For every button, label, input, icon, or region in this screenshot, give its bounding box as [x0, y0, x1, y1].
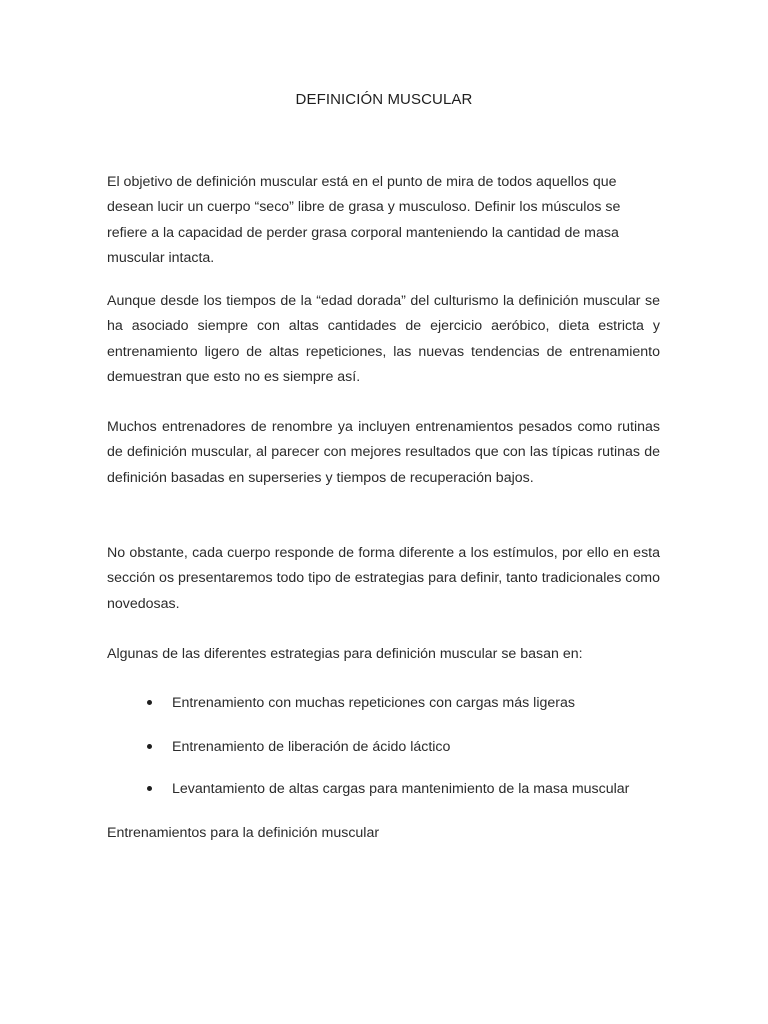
bullet-icon [147, 744, 152, 749]
paragraph-golden-age: Aunque desde los tiempos de la “edad dorada” del culturismo la definición muscular se ha asociado siempre con altas cantidades de ejercicio aeróbico, dieta estricta y entrenamiento ligero de altas repeticiones, las nuevas tendencias de entrenamiento demuestran que esto no es siempre así. [107, 293, 660, 385]
list-item-text: Levantamiento de altas cargas para mantenimiento de la masa muscular [172, 781, 630, 797]
bullet-icon [147, 700, 152, 705]
list-item-text: Entrenamiento de liberación de ácido láctico [172, 739, 451, 755]
paragraph-strategies: No obstante, cada cuerpo responde de forma diferente a los estímulos, por ello en esta sección os presentaremos todo tipo de estrategias para definir, tanto tradicionales como novedosas. [107, 545, 660, 612]
list-item-text: Entrenamiento con muchas repeticiones con cargas más ligeras [172, 695, 575, 711]
paragraph-trainers: Muchos entrenadores de renombre ya incluyen entrenamientos pesados como rutinas de definición muscular, al parecer con mejores resultados que con las típicas rutinas de definición basadas en superseries y tiempos de recuperación bajos. [107, 419, 660, 486]
section-heading-trainings: Entrenamientos para la definición muscular [107, 825, 380, 841]
document-title: DEFINICIÓN MUSCULAR [295, 91, 473, 108]
paragraph-list-intro: Algunas de las diferentes estrategias para definición muscular se basan en: [107, 646, 583, 662]
paragraph-intro: El objetivo de definición muscular está en el punto de mira de todos aquellos que desean lucir un cuerpo “seco” libre de grasa y musculoso. Definir los músculos se refiere a la capacidad de perder grasa corporal manteniendo la cantidad de masa muscular intacta. [107, 174, 621, 266]
bullet-icon [147, 786, 152, 791]
